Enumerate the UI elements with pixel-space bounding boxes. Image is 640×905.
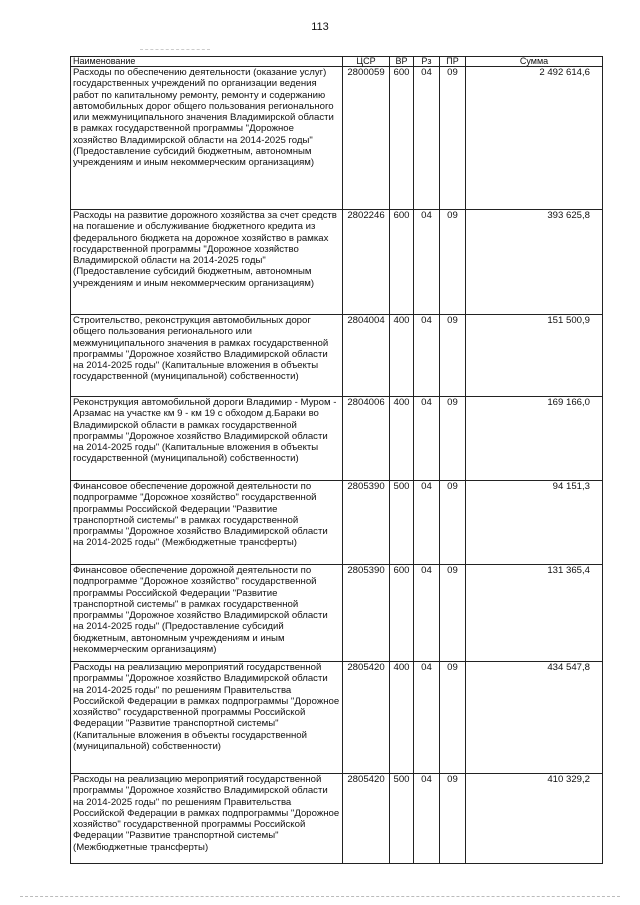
row-sum: 94 151,3 bbox=[466, 481, 603, 565]
row-rz: 04 bbox=[414, 481, 440, 565]
row-vr: 400 bbox=[390, 662, 414, 774]
page-number: 113 bbox=[311, 21, 329, 33]
row-vr: 600 bbox=[390, 67, 414, 210]
table-row bbox=[71, 662, 603, 774]
row-csr: 2805390 bbox=[343, 565, 390, 662]
header-sum: Сумма bbox=[466, 57, 603, 67]
row-vr: 400 bbox=[390, 397, 414, 481]
row-pr: 09 bbox=[440, 774, 466, 864]
header-csr: ЦСР bbox=[343, 57, 390, 67]
row-csr: 2805420 bbox=[343, 774, 390, 864]
table-row bbox=[71, 774, 603, 864]
row-rz: 04 bbox=[414, 67, 440, 210]
row-rz: 04 bbox=[414, 397, 440, 481]
scan-artifact-line bbox=[140, 49, 210, 51]
row-name: Расходы по обеспечению деятельности (оказание услуг) государственных учреждений по организации ведения работ по капитальному ремонту, ремонту и содержанию автомобильных дорог общего пользования регионального или межмуниципального значения Владимирской области в рамках государственной программы "Дорожное хозяйство Владимирской области на 2014-2025 годы" (Предоставление субсидий бюджетным, автономным учреждениям и иным некоммерческим организациям) bbox=[71, 67, 343, 210]
row-rz: 04 bbox=[414, 210, 440, 315]
row-vr: 500 bbox=[390, 481, 414, 565]
row-vr: 500 bbox=[390, 774, 414, 864]
row-rz: 04 bbox=[414, 565, 440, 662]
row-rz: 04 bbox=[414, 315, 440, 397]
row-sum: 131 365,4 bbox=[466, 565, 603, 662]
table-row bbox=[71, 315, 603, 397]
header-vr: ВР bbox=[390, 57, 414, 67]
table-row bbox=[71, 565, 603, 662]
table-header-row bbox=[71, 57, 603, 67]
row-csr: 2805390 bbox=[343, 481, 390, 565]
header-name: Наименование bbox=[71, 57, 343, 67]
row-pr: 09 bbox=[440, 315, 466, 397]
row-vr: 600 bbox=[390, 210, 414, 315]
row-name: Расходы на развитие дорожного хозяйства за счет средств на погашение и обслуживание бюджетного кредита из федерального бюджета на дорожное хозяйство в рамках государственной программы "Дорожное хозяйство Владимирской области на 2014-2025 годы" (Предоставление субсидий бюджетным, автономным учреждениям и иным некоммерческим организациям) bbox=[71, 210, 343, 315]
header-rz: Рз bbox=[414, 57, 440, 67]
header-pr: ПР bbox=[440, 57, 466, 67]
table-row bbox=[71, 397, 603, 481]
row-pr: 09 bbox=[440, 210, 466, 315]
row-csr: 2800059 bbox=[343, 67, 390, 210]
row-pr: 09 bbox=[440, 481, 466, 565]
row-name: Расходы на реализацию мероприятий государственной программы "Дорожное хозяйство Владимирской области на 2014-2025 годы" по решениям Правительства Российской Федерации в рамках подпрограммы "Дорожное хозяйство" государственной программы Российской Федерации "Развитие транспортной системы" (Капитальные вложения в объекты государственной (муниципальной) собственности) bbox=[71, 662, 343, 774]
row-pr: 09 bbox=[440, 67, 466, 210]
row-vr: 600 bbox=[390, 565, 414, 662]
row-csr: 2804006 bbox=[343, 397, 390, 481]
row-sum: 434 547,8 bbox=[466, 662, 603, 774]
row-pr: 09 bbox=[440, 397, 466, 481]
row-csr: 2805420 bbox=[343, 662, 390, 774]
row-name: Финансовое обеспечение дорожной деятельности по подпрограмме "Дорожное хозяйство" государственной программы Российской Федерации "Развитие транспортной системы" в рамках государственной программы "Дорожное хозяйство Владимирской области на 2014-2025 годы" (Межбюджетные трансферты) bbox=[71, 481, 343, 565]
row-csr: 2804004 bbox=[343, 315, 390, 397]
row-sum: 393 625,8 bbox=[466, 210, 603, 315]
row-csr: 2802246 bbox=[343, 210, 390, 315]
row-rz: 04 bbox=[414, 774, 440, 864]
table-row bbox=[71, 481, 603, 565]
row-sum: 169 166,0 bbox=[466, 397, 603, 481]
row-sum: 151 500,9 bbox=[466, 315, 603, 397]
row-name: Финансовое обеспечение дорожной деятельности по подпрограмме "Дорожное хозяйство" государственной программы Российской Федерации "Развитие транспортной системы" в рамках государственной программы "Дорожное хозяйство Владимирской области на 2014-2025 годы" (Предоставление субсидий бюджетным, автономным учреждениям и иным некоммерческим организациям) bbox=[71, 565, 343, 662]
table-row bbox=[71, 67, 603, 210]
row-rz: 04 bbox=[414, 662, 440, 774]
row-sum: 410 329,2 bbox=[466, 774, 603, 864]
table-row bbox=[71, 210, 603, 315]
budget-table bbox=[70, 56, 603, 864]
row-vr: 400 bbox=[390, 315, 414, 397]
row-name: Реконструкция автомобильной дороги Владимир - Муром - Арзамас на участке км 9 - км 19 с обходом д.Бараки во Владимирской области в рамках государственной программы "Дорожное хозяйство Владимирской области на 2014-2025 годы" (Капитальные вложения в объекты государственной (муниципальной) собственности) bbox=[71, 397, 343, 481]
row-name: Строительство, реконструкция автомобильных дорог общего пользования регионального или межмуниципального значения в рамках государственной программы "Дорожное хозяйство Владимирской области на 2014-2025 годы" (Капитальные вложения в объекты государственной (муниципальной) собственности) bbox=[71, 315, 343, 397]
row-pr: 09 bbox=[440, 565, 466, 662]
row-sum: 2 492 614,6 bbox=[466, 67, 603, 210]
row-pr: 09 bbox=[440, 662, 466, 774]
row-name: Расходы на реализацию мероприятий государственной программы "Дорожное хозяйство Владимирской области на 2014-2025 годы" по решениям Правительства Российской Федерации в рамках подпрограммы "Дорожное хозяйство" государственной программы Российской Федерации "Развитие транспортной системы" (Межбюджетные трансферты) bbox=[71, 774, 343, 864]
scan-artifact-line bbox=[20, 896, 620, 898]
